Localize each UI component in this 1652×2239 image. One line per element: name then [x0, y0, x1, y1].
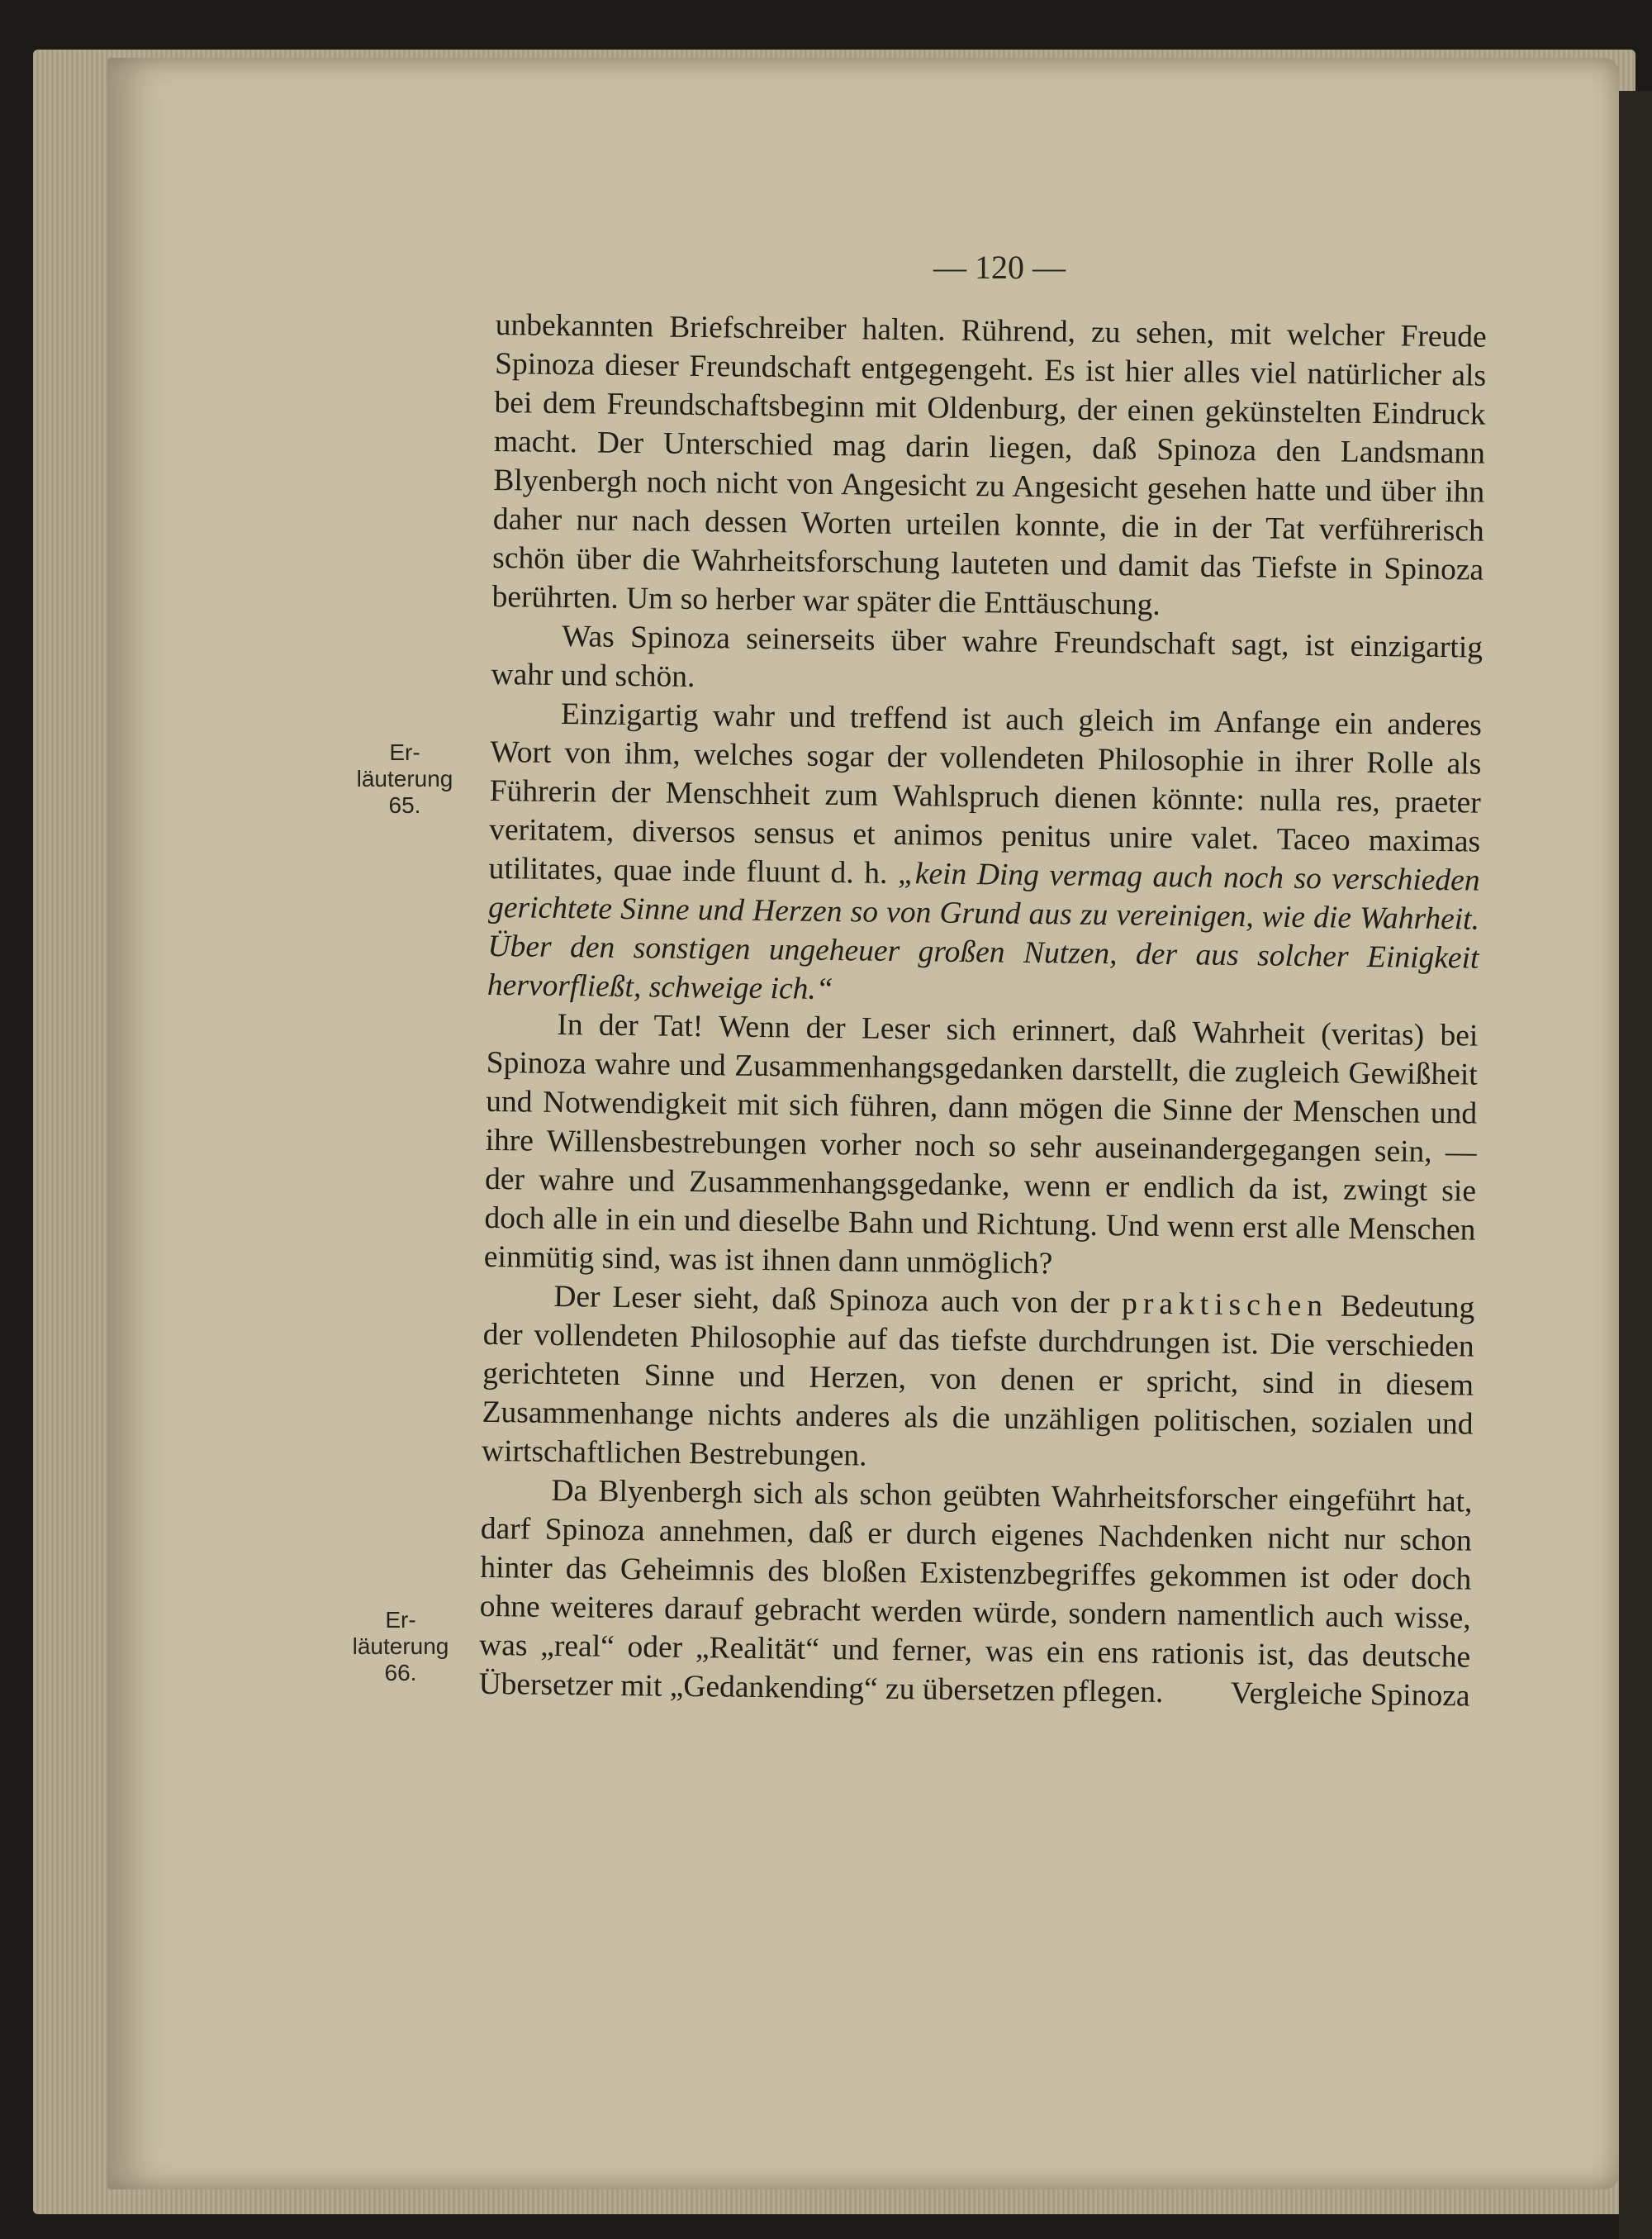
margin-note-erlaeuterung-66: [330, 1607, 471, 1686]
margin-note-line: läuterung: [352, 1633, 449, 1659]
page-number: — 120 —: [933, 249, 1066, 286]
margin-note-number: 65.: [388, 792, 421, 818]
paragraph: Da Blyenbergh sich als schon geübten Wahrheitsforscher eingeführt hat, darf Spinoza annehmen, daß er durch eigenes Nachdenken nicht nur schon hinter das Geheimnis des bloßen Existenzbegriffes gekommen ist oder doch ohne weiteres darauf gebracht werden würde, sondern namentlich auch wisse, was „real“ oder „Realität“ und ferner, was ein ens rationis ist, das deutsche Übersetzer mit „Gedankending“ zu übersetzen pflegen.: [478, 1473, 1473, 1709]
paragraph: unbekannten Briefschreiber halten. Rührend, zu sehen, mit welcher Freude Spinoza dieser Freundschaft entgegengeht. Es ist hier alles viel natürlicher als bei dem Freundschaftsbeginn mit Oldenburg, der einen gekünstelten Eindruck macht. Der Unterschied mag darin liegen, daß Spinoza den Landsmann Blyenbergh noch nicht von Angesicht zu Angesicht gesehen hatte und über ihn daher nur nach dessen Worten urteilen konnte, die in der Tat verführerisch schön über die Wahrheitsforschung lauteten und damit das Tiefste in Spinoza berührten. Um so herber war später die Enttäuschung.: [491, 307, 1487, 622]
margin-note-line: Er-: [389, 739, 420, 765]
paragraph: Was Spinoza seinerseits über wahre Freundschaft sagt, ist einzigartig wahr und schön.: [491, 620, 1483, 694]
paragraph: [482, 1276, 1475, 1483]
body-text: [478, 306, 1487, 1716]
paragraph-text: Der Leser sieht, daß Spinoza auch von der: [553, 1279, 1123, 1321]
paragraph-continuation: Vergleiche Spinoza: [1230, 1676, 1470, 1714]
paragraph-with-quote: [487, 694, 1483, 1017]
margin-note-line: Er-: [385, 1607, 416, 1633]
margin-note-erlaeuterung-65: [335, 739, 475, 819]
book-binding-shadow: [1619, 91, 1652, 2239]
latin-quote-text: Einzigartig wahr und treffend ist auch gleich im Anfange ein anderes Wort von ihm, welches sogar der vollendeten Philosophie in ihrer Rolle als Führerin der Menschheit zum Wahlspruch dienen könnte: nulla res, praeter veritatem, diversos sensus et animos penitus unire valet. Taceo maximas utilitates, quae inde fluunt d. h.: [488, 697, 1483, 891]
margin-note-line: läuterung: [356, 766, 453, 791]
paragraph-text: Bedeutung der vollendeten Philosophie auf das tiefste durchdrungen ist. Die verschieden gerichteten Sinne und Herzen, von denen er spricht, sind in diesem Zusammenhange nichts anderes als die unzähligen politischen, sozialen und wirtschaftlichen Bestrebungen.: [481, 1289, 1475, 1473]
margin-note-number: 66.: [384, 1660, 417, 1685]
german-translation-italic: „kein Ding vermag auch noch so verschieden gerichtete Sinne und Herzen so von Grund aus zu vereinigen, wie die Wahrheit. Über den sonstigen ungeheuer großen Nutzen, der aus solcher Einigkeit hervorfließt, schweige ich.“: [487, 857, 1480, 1007]
emphasized-word: praktischen: [1121, 1286, 1329, 1324]
paragraph: In der Tat! Wenn der Leser sich erinnert, daß Wahrheit (veritas) bei Spinoza wahre und Zusammenhangsgedanken darstellt, die zugleich Gewißheit und Notwendigkeit mit sich führen, dann mögen die Sinne der Menschen und ihre Willensbestrebungen vorher noch so sehr auseinandergegangen sein, — der wahre und Zusammenhangsgedanke, wenn er endlich da ist, zwingt sie doch alle in ein und dieselbe Bahn und Richtung. Und wenn erst alle Menschen einmütig sind, was ist ihnen dann unmöglich?: [483, 1007, 1479, 1281]
